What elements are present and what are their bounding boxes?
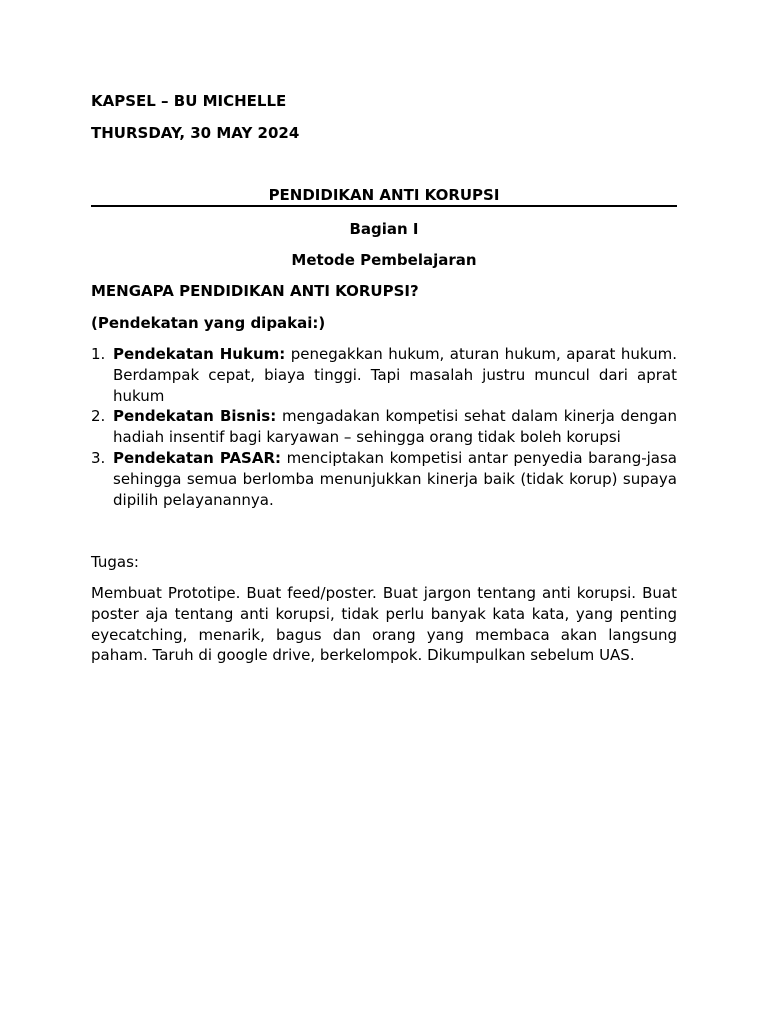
approach-heading: Pendekatan Bisnis: <box>113 407 277 426</box>
approach-text: mengadakan kompetisi sehat dalam kinerja dengan hadiah insentif bagi karyawan – sehingga orang tidak boleh korupsi <box>113 407 677 447</box>
subsection-heading: Metode Pembelajaran <box>291 251 477 269</box>
approach-text: penegakkan hukum, aturan hukum, aparat hukum. Berdampak cepat, biaya tinggi. Tapi masalah justru muncul dari aprat hukum <box>113 345 677 405</box>
header-date: THURSDAY, 30 MAY 2024 <box>91 124 300 142</box>
task-body: Membuat Prototipe. Buat feed/poster. Buat jargon tentang anti korupsi. Buat poster aja tentang anti korupsi, tidak perlu banyak kata kata, yang penting eyecatching, menarik, bagus dan orang yang membaca akan langsung paham. Taruh di google drive, berkelompok. Dikumpulkan sebelum UAS. <box>91 584 677 665</box>
list-item <box>91 406 677 448</box>
list-number: 3. <box>91 448 106 467</box>
list-item <box>91 344 677 406</box>
approach-list <box>91 344 677 510</box>
approach-heading: Pendekatan Hukum: <box>113 345 286 363</box>
list-number: 1. <box>91 345 106 363</box>
approach-heading: Pendekatan PASAR: <box>113 448 282 467</box>
header-course: KAPSEL – BU MICHELLE <box>91 92 287 110</box>
list-item <box>91 448 677 510</box>
task-label: Tugas: <box>91 553 139 571</box>
document-title: PENDIDIKAN ANTI KORUPSI <box>268 186 500 204</box>
title-underline <box>91 205 677 207</box>
question-heading: MENGAPA PENDIDIKAN ANTI KORUPSI? <box>91 282 419 300</box>
approach-text: menciptakan kompetisi antar penyedia barang-jasa sehingga semua berlomba menunjukkan kinerja baik (tidak korup) supaya dipilih pelayanannya. <box>113 448 677 509</box>
approach-label: (Pendekatan yang dipakai:) <box>91 314 326 332</box>
list-number: 2. <box>91 407 106 426</box>
section-heading: Bagian I <box>349 220 419 238</box>
